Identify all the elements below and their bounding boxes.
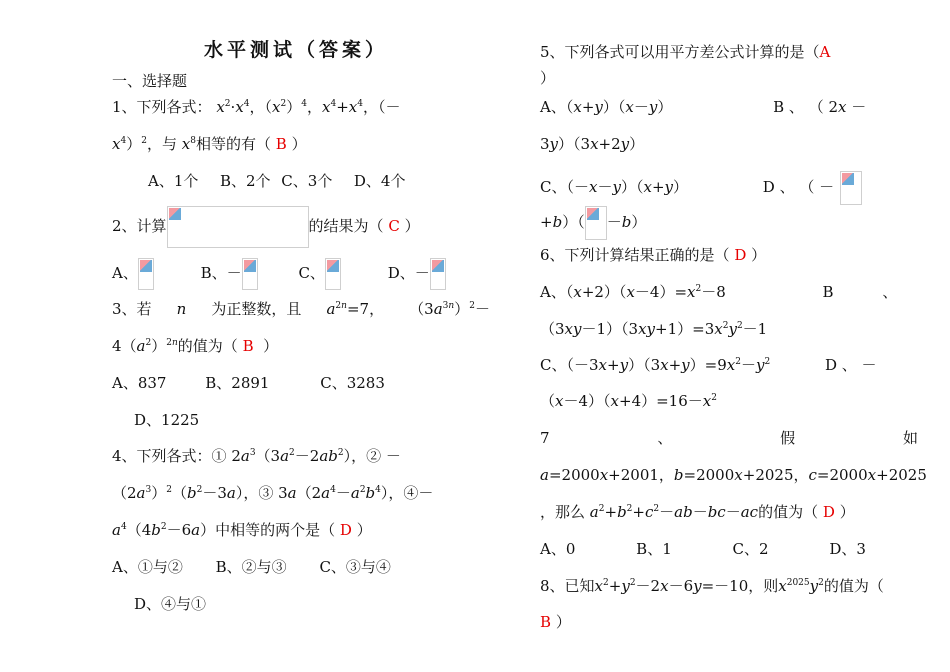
question-5-line-4: C、（－x－y）（x+y） D 、 （ － [540,171,862,205]
q2-tail: 的结果为（ [308,217,384,235]
q4-option-d: D、④与① [134,595,207,613]
question-3-options [112,373,385,393]
question-2-options [112,258,446,290]
formula-image [242,258,258,290]
question-2: 2、计算 的结果为（ C ） [112,205,420,248]
formula-image [138,258,154,290]
formula-image [585,206,607,240]
question-6-line-1: 6、下列计算结果正确的是（ D ） [540,246,767,264]
question-3-line-2: $4(a^2)^{2n}$的值为（ B ） [112,337,279,355]
question-7-line-2: a=2000x+2001，b=2000x+2025，c=2000x+2025 [540,466,927,484]
q4-option-a: A、①与② [112,558,183,576]
q3-option-c: C、3283 [320,374,385,392]
q4-option-b: B、②与③ [215,558,287,576]
question-1-line-1: 1、下列各式： $x^2\cdot x^4$，$(x^2)^4$，$x^4+x^4$，（－ [112,98,401,116]
question-5-close: ） [540,69,556,87]
q1-tail: ，与 [146,135,177,153]
question-6-line-3: $(3xy-1)(3xy+1)=3x^2y^2-1$ [540,320,768,338]
question-5-line-3: 3y）（3x+2y） [540,135,645,153]
q3-option-a: A、837 [112,374,167,392]
question-4-line-1: 4、下列各式：① $2a^3(3a^2-2ab^2)$，② － [112,447,401,465]
question-1-line-2: $x^4)^2$，与 $x^8$相等的有（ B ） [112,135,307,153]
answer-q3: B [242,337,254,355]
answer-q7: D [822,503,835,521]
answer-q2: C [388,217,400,235]
q7-option-c: C、2 [732,540,769,558]
answer-q1: B [275,135,287,153]
question-4-line-2: $(2a^3)^2(b^2-3a)$，③ $3a(2a^4-a^2b^4)$，④－ [112,484,434,502]
q7-option-a: A、0 [540,540,576,558]
question-7-line-1: 7 、 假 如 [540,429,918,447]
question-5-line-2: A、（x+y）（x－y） B 、 （ 2x － [540,98,867,116]
answer-q4: D [339,521,352,539]
q2-prefix: 2、计算 [112,217,167,235]
formula-image [167,206,309,248]
q2-option-c: C、 [298,264,325,282]
question-6-line-4: C、$(-3x+y)(3x+y)=9x^2-y^2$ D 、 － [540,356,877,374]
q7-option-d: D、3 [829,540,866,558]
q1-option-d: D、4个 [353,172,406,190]
question-4-line-3: $a^4(4b^2-6a)$中相等的两个是（ D ） [112,521,372,539]
question-1-options [148,171,405,191]
q1-prefix: 1、下列各式： [112,98,212,116]
question-6-line-5: $(x-4)(x+4)=16-x^2$ [540,392,717,410]
q2-option-a: A、 [112,264,138,282]
question-3-line-1: 3、若 n 为正整数，且 $a^{2n}=7$， $(3a^{3n})^2-$ [112,300,490,318]
q1-option-c: C、3个 [281,172,333,190]
answer-q8: B [540,613,552,631]
q3-option-d: D、1225 [134,411,200,429]
question-5-line-5: +b）（ －b） [540,206,646,240]
question-8-line-2: B ） [540,613,571,631]
question-7-line-3: ，那么 $a^2+b^2+c^2-ab-bc-ac$的值为（ D ） [540,503,855,521]
formula-image [840,171,862,205]
page-title: 水平测试（答案） [204,39,389,61]
question-7-options [540,539,866,559]
answer-q5: A [819,43,831,61]
question-6-line-2: A、$(x+2)(x-4)=x^2-8$ B 、 [540,283,898,301]
q2-option-d: D、－ [387,264,430,282]
q1-option-a: A、1个 [148,172,199,190]
section-heading: 一、选择题 [112,72,188,90]
question-5-line-1: 5、下列各式可以用平方差公式计算的是（A [540,43,831,61]
q1-tail-2: 相等的有（ [195,135,271,153]
q7-option-b: B、1 [636,540,672,558]
q2-option-b: B、－ [200,264,242,282]
q3-option-b: B、2891 [205,374,270,392]
q4-option-c: C、③与④ [319,558,391,576]
formula-image [430,258,446,290]
formula-image [325,258,341,290]
answer-q6: D [734,246,747,264]
q1-option-b: B、2个 [219,172,271,190]
question-8-line-1: 8、已知$x^2+y^2-2x-6y=-10$，则$x^{2025}y^2$的值为（ [540,577,884,595]
question-4-options [112,557,391,577]
